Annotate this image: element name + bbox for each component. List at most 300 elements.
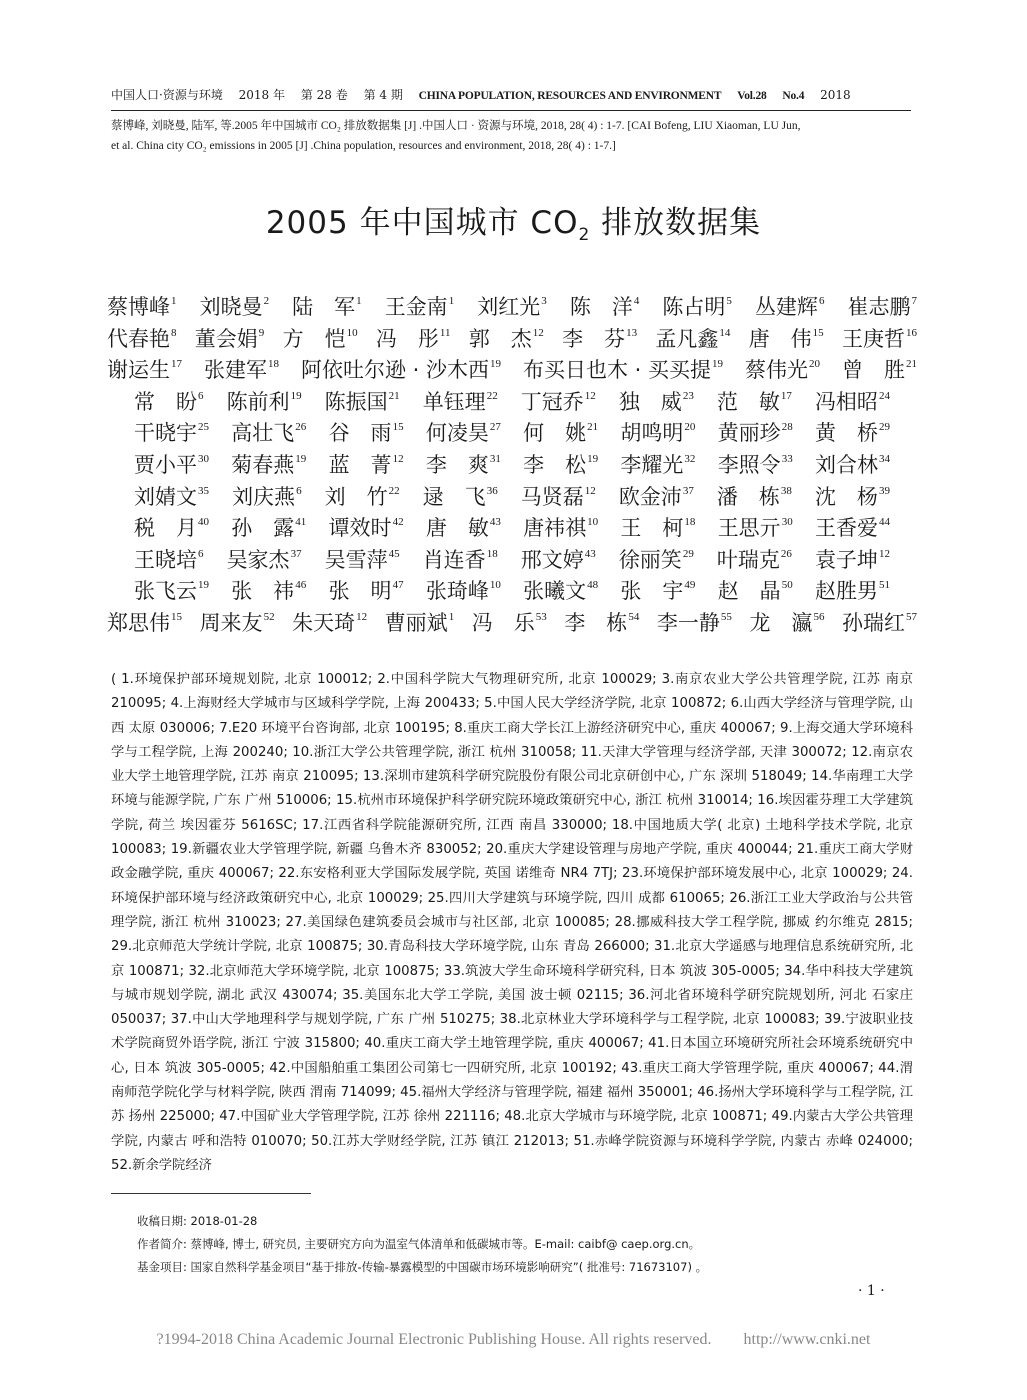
journal-name-en: CHINA POPULATION, RESOURCES AND ENVIRONMENT bbox=[418, 90, 722, 102]
author-entry bbox=[842, 602, 917, 634]
title-subscript: 2 bbox=[578, 225, 591, 246]
affiliation-index: 25 bbox=[198, 421, 209, 434]
affiliation-index: 56 bbox=[813, 610, 825, 623]
author-name: 谷 雨 bbox=[328, 421, 392, 446]
author-entry bbox=[620, 507, 695, 539]
author-name: 叶瑞克 bbox=[716, 547, 780, 572]
affiliation-index: 26 bbox=[295, 421, 307, 434]
author-name: 税 月 bbox=[134, 516, 197, 541]
author-entry bbox=[107, 602, 182, 634]
author-name: 刘 竹 bbox=[324, 484, 388, 509]
author-entry bbox=[477, 286, 547, 318]
author-name: 李 爽 bbox=[425, 452, 489, 477]
header-vol-en: Vol.28 bbox=[737, 90, 767, 102]
author-name: 张 祎 bbox=[231, 579, 295, 604]
author-name: 刘合林 bbox=[814, 452, 878, 477]
author-name: 冯 乐 bbox=[471, 610, 535, 635]
affiliation-index: 34 bbox=[878, 452, 890, 465]
affiliation-index: 10 bbox=[489, 579, 501, 592]
author-name: 逯 飞 bbox=[422, 484, 486, 509]
author-entry bbox=[523, 444, 598, 476]
affiliation-index: 7 bbox=[911, 295, 917, 307]
author-entry bbox=[523, 349, 723, 381]
author-name: 袁子坤 bbox=[814, 547, 878, 572]
running-header bbox=[111, 86, 911, 111]
affiliation-index: 38 bbox=[780, 484, 792, 497]
author-name: 蔡博峰 bbox=[107, 295, 170, 319]
affiliation-index: 40 bbox=[198, 516, 209, 529]
author-entry bbox=[325, 539, 400, 571]
author-name: 胡鸣明 bbox=[620, 421, 684, 446]
author-entry bbox=[134, 570, 209, 602]
author-name: 邢文婷 bbox=[520, 547, 584, 572]
author-row bbox=[107, 444, 917, 476]
author-entry bbox=[231, 570, 306, 602]
author-entry bbox=[815, 570, 890, 602]
affiliation-index: 9 bbox=[258, 326, 265, 339]
affiliation-index: 50 bbox=[781, 579, 793, 592]
author-name: 高壮飞 bbox=[231, 421, 295, 446]
author-entry bbox=[423, 381, 498, 413]
author-row bbox=[107, 507, 917, 539]
affiliation-index: 48 bbox=[587, 579, 599, 592]
author-name: 董会娟 bbox=[194, 326, 258, 351]
author-name: 孙 露 bbox=[231, 516, 295, 541]
author-entry bbox=[134, 539, 204, 571]
author-name: 刘晓曼 bbox=[199, 295, 263, 319]
author-name: 方 恺 bbox=[282, 326, 346, 351]
author-entry bbox=[619, 381, 694, 413]
author-entry bbox=[620, 412, 695, 444]
author-entry bbox=[423, 539, 498, 571]
author-entry bbox=[195, 318, 265, 350]
affiliation-index: 12 bbox=[392, 452, 404, 465]
affiliation-index: 10 bbox=[346, 326, 358, 339]
author-row bbox=[107, 476, 917, 508]
affiliation-index: 30 bbox=[781, 516, 793, 529]
affiliation-index: 46 bbox=[295, 579, 307, 592]
affiliation-index: 27 bbox=[489, 421, 501, 434]
affiliation-index: 21 bbox=[905, 358, 917, 371]
header-year: 2018 年 bbox=[238, 88, 286, 102]
affiliation-index: 15 bbox=[812, 326, 824, 339]
author-entry bbox=[292, 286, 362, 318]
author-name: 冯相昭 bbox=[814, 389, 878, 414]
author-name: 张建军 bbox=[203, 358, 267, 383]
author-name: 沈 杨 bbox=[814, 484, 878, 509]
author-entry bbox=[718, 507, 793, 539]
affiliation-index: 13 bbox=[626, 326, 638, 339]
page-number: · 1 · bbox=[858, 1283, 885, 1299]
affiliation-index: 2 bbox=[263, 295, 270, 307]
author-entry bbox=[718, 570, 793, 602]
author-entry bbox=[325, 476, 400, 508]
author-entry bbox=[423, 476, 498, 508]
author-name: 独 威 bbox=[618, 389, 682, 414]
author-name: 单钰理 bbox=[422, 389, 486, 414]
affiliation-index: 10 bbox=[587, 516, 599, 529]
author-entry bbox=[749, 602, 824, 634]
affiliation-index: 36 bbox=[486, 484, 498, 497]
affiliation-index: 22 bbox=[388, 484, 400, 497]
author-entry bbox=[329, 412, 404, 444]
author-entry bbox=[134, 381, 204, 413]
author-name: 布买日也木 · 买买提 bbox=[522, 358, 712, 383]
affiliation-index: 47 bbox=[392, 579, 404, 592]
header-no-en: No.4 bbox=[782, 90, 805, 102]
author-entry bbox=[107, 318, 177, 350]
author-name: 张 明 bbox=[328, 579, 392, 604]
affiliation-index: 19 bbox=[587, 452, 599, 465]
author-entry bbox=[523, 507, 598, 539]
author-name: 张琦峰 bbox=[425, 579, 489, 604]
author-name: 谭效时 bbox=[328, 516, 392, 541]
author-entry bbox=[231, 507, 306, 539]
author-entry bbox=[523, 570, 598, 602]
author-entry bbox=[521, 539, 596, 571]
affiliation-index: 26 bbox=[780, 547, 792, 560]
author-name: 徐丽笑 bbox=[618, 547, 682, 572]
author-name: 王金南 bbox=[384, 295, 448, 319]
author-entry bbox=[842, 349, 917, 381]
author-row bbox=[107, 602, 917, 634]
author-entry bbox=[848, 286, 918, 318]
author-name: 王晓培 bbox=[134, 547, 197, 572]
author-name: 冯 彤 bbox=[375, 326, 439, 351]
affiliation-index: 54 bbox=[628, 610, 640, 623]
author-entry bbox=[107, 286, 177, 318]
affiliation-index: 4 bbox=[633, 295, 640, 307]
affiliation-index: 1 bbox=[171, 295, 177, 307]
author-entry bbox=[745, 349, 820, 381]
affiliation-index: 44 bbox=[878, 516, 890, 529]
author-entry bbox=[815, 507, 890, 539]
author-entry bbox=[376, 318, 451, 350]
author-entry bbox=[718, 444, 793, 476]
affiliations: ( 1.环境保护部环境规划院, 北京 100012; 2.中国科学院大气物理研究所, 北京 100029; 3.南京农业大学公共管理学院, 江苏 南京 210095; 4.上海财经大学城市与区域科学学院, 上海 200433; 5.中国人民大学经济学院, 北京 100872; 6.山西大学经济与管理学院, 山西 太原 030006; 7.E20 环境平台咨询部, 北京 100195; 8.重庆工商大学长江上游经济研究中心, 重庆 400067; 9.上海交通大学环境科学与工程学院, 上海 200240; 10.浙江大学公共管理学院, 浙江 杭州 310058; 11.天津大学管理与经济学部, 天津 300072; 12.南京农业大学土地管理学院, 江苏 南京 210095; 13.深圳市建筑科学研究院股份有限公司北京研创中心, 广东 深圳 518049; 14.华南理工大学环境与能源学院, 广东 广州 510006; 15.杭州市环境保护科学研究院环境政策研究中心, 浙江 杭州 310014; 16.埃因霍芬理工大学建筑学院, 荷兰 埃因霍芬 5616SC; 17.江西省科学院能源研究所, 江西 南昌 330000; 18.中国地质大学( 北京) 土地科学技术学院, 北京 100083; 19.新疆农业大学管理学院, 新疆 乌鲁木齐 830052; 20.重庆大学建设管理与房地产学院, 重庆 400044; 21.重庆工商大学财政金融学院, 重庆 400067; 22.东安格利亚大学国际发展学院, 英国 诺维奇 NR4 7TJ; 23.环境保护部环境发展中心, 北京 100029; 24.环境保护部环境与经济政策研究中心, 北京 100029; 25.四川大学建筑与环境学院, 四川 成都 610065; 26.浙江工业大学政治与公共管理学院, 浙江 杭州 310023; 27.美国绿色建筑委员会城市与社区部, 北京 100085; 28.挪威科技大学工程学院, 挪威 约尔维克 2815; 29.北京师范大学统计学院, 北京 100875; 30.青岛科技大学环境学院, 山东 青岛 266000; 31.北京大学遥感与地理信息系统研究所, 北京 100871; 32.北京师范大学环境学院, 北京 100875; 33.筑波大学生命环境科学研究科, 日本 筑波 305-0005; 34.华中科技大学建筑与城市规划学院, 湖北 武汉 430074; 35.美国东北大学工学院, 美国 波士顿 02115; 36.河北省环境科学研究院规划所, 河北 石家庄 050037; 37.中山大学地理科学与规划学院, 广东 广州 510275; 38.北京林业大学环境科学与工程学院, 北京 100083; 39.宁波职业技术学院商贸外语学院, 浙江 宁波 315800; 40.重庆工商大学土地管理学院, 重庆 400067; 41.日本国立环境研究所社会环境系统研究中心, 日本 筑波 305-0005; 42.中国船舶重工集团公司第七一四研究所, 北京 100192; 43.重庆工商大学管理学院, 重庆 400067; 44.渭南师范学院化学与材料学院, 陕西 渭南 714099; 45.福州大学经济与管理学院, 福建 福州 350001; 46.扬州大学环境科学与工程学院, 江苏 扬州 225000; 47.中国矿业大学管理学院, 江苏 徐州 221116; 48.北京大学城市与环境学院, 北京 100871; 49.内蒙古大学公共管理学院, 内蒙古 呼和浩特 010070; 50.江苏大学财经学院, 江苏 镇江 212013; 51.赤峰学院资源与环境科学学院, 内蒙古 赤峰 024000; 52.新余学院经济 bbox=[111, 672, 913, 1173]
affiliation-index: 32 bbox=[684, 452, 696, 465]
affiliation-index: 6 bbox=[198, 547, 204, 560]
affiliation-index: 12 bbox=[878, 547, 890, 560]
author-entry bbox=[426, 570, 501, 602]
author-name: 曾 胜 bbox=[841, 358, 905, 383]
author-entry bbox=[301, 349, 501, 381]
affiliation-index: 19 bbox=[290, 389, 302, 402]
author-name: 朱天琦 bbox=[292, 610, 356, 635]
received-date: 收稿日期: 2018-01-28 bbox=[137, 1214, 258, 1228]
affiliation-index: 43 bbox=[489, 516, 501, 529]
author-entry bbox=[755, 286, 825, 318]
affiliation-index: 6 bbox=[818, 295, 825, 307]
author-name: 王庚哲 bbox=[841, 326, 905, 351]
affiliation-index: 11 bbox=[439, 326, 451, 339]
author-entry bbox=[521, 381, 596, 413]
author-entry bbox=[815, 412, 890, 444]
affiliation-index: 14 bbox=[719, 326, 731, 339]
author-entry bbox=[749, 318, 824, 350]
author-row bbox=[107, 539, 917, 571]
author-entry bbox=[619, 476, 694, 508]
affiliation-index: 19 bbox=[198, 579, 209, 592]
affiliation-index: 12 bbox=[356, 610, 368, 623]
author-name: 赵胜男 bbox=[814, 579, 878, 604]
affiliation-index: 12 bbox=[584, 484, 596, 497]
title-rest: 排放数据集 bbox=[590, 205, 762, 241]
affiliation-index: 17 bbox=[171, 358, 182, 371]
author-name: 李 松 bbox=[523, 452, 587, 477]
author-row bbox=[107, 412, 917, 444]
funding-note: 基金项目: 国家自然科学基金项目“基于排放-传输-暴露模型的中国碳市场环境影响研究”( 批准号: 71673107) 。 bbox=[137, 1260, 708, 1274]
affiliation-index: 12 bbox=[532, 326, 544, 339]
author-name: 范 敏 bbox=[716, 389, 780, 414]
journal-name-cn: 中国人口·资源与环境 bbox=[111, 88, 223, 102]
author-name: 张飞云 bbox=[134, 579, 197, 604]
author-name: 常 盼 bbox=[134, 389, 197, 414]
affiliation-index: 43 bbox=[584, 547, 596, 560]
header-year-en: 2018 bbox=[820, 88, 851, 102]
citation-block bbox=[111, 116, 911, 156]
affiliation-index: 29 bbox=[682, 547, 694, 560]
author-entry bbox=[521, 476, 596, 508]
author-name: 陈前利 bbox=[226, 389, 290, 414]
affiliation-index: 41 bbox=[295, 516, 307, 529]
affiliation-index: 15 bbox=[171, 610, 182, 623]
author-name: 李 栋 bbox=[564, 610, 628, 635]
affiliation-index: 16 bbox=[905, 326, 917, 339]
affiliation-index: 51 bbox=[878, 579, 890, 592]
author-entry bbox=[134, 476, 209, 508]
author-entry bbox=[815, 539, 890, 571]
author-entry bbox=[717, 476, 792, 508]
affiliation-index: 6 bbox=[198, 389, 204, 402]
author-name: 刘红光 bbox=[477, 295, 541, 319]
author-entry bbox=[620, 570, 695, 602]
author-entry bbox=[523, 412, 598, 444]
author-name: 肖连香 bbox=[422, 547, 486, 572]
affiliation-index: 30 bbox=[198, 452, 209, 465]
author-entry bbox=[562, 318, 637, 350]
author-entry bbox=[134, 507, 209, 539]
affiliation-index: 55 bbox=[720, 610, 732, 623]
author-entry bbox=[662, 286, 732, 318]
affiliation-index: 18 bbox=[267, 358, 279, 371]
author-name: 黄 桥 bbox=[814, 421, 878, 446]
affiliation-index: 1 bbox=[448, 610, 455, 623]
author-name: 黄丽珍 bbox=[717, 421, 781, 446]
author-name: 周来友 bbox=[199, 610, 263, 635]
footnote-divider bbox=[111, 1193, 311, 1194]
author-name: 唐 伟 bbox=[748, 326, 812, 351]
affiliation-index: 33 bbox=[781, 452, 793, 465]
author-name: 代春艳 bbox=[107, 326, 170, 351]
author-entry bbox=[426, 507, 501, 539]
author-entry bbox=[292, 602, 367, 634]
author-entry bbox=[325, 381, 400, 413]
affiliation-index: 18 bbox=[684, 516, 696, 529]
author-entry bbox=[385, 602, 455, 634]
author-entry bbox=[200, 286, 270, 318]
paper-title bbox=[0, 197, 1027, 245]
author-entry bbox=[426, 444, 501, 476]
affiliation-index: 45 bbox=[388, 547, 400, 560]
author-name: 李耀光 bbox=[620, 452, 684, 477]
author-entry bbox=[564, 602, 639, 634]
author-name: 阿依吐尔逊 · 沙木西 bbox=[300, 358, 489, 383]
author-name: 菊春燕 bbox=[231, 452, 295, 477]
author-entry bbox=[472, 602, 547, 634]
author-entry bbox=[200, 602, 275, 634]
affiliation-index: 8 bbox=[171, 326, 177, 339]
author-entry bbox=[620, 444, 695, 476]
author-entry bbox=[619, 539, 694, 571]
author-entry bbox=[329, 444, 404, 476]
author-entry bbox=[815, 476, 890, 508]
author-row bbox=[107, 381, 917, 413]
author-name: 陈 洋 bbox=[569, 295, 633, 319]
author-name: 赵 晶 bbox=[717, 579, 781, 604]
affiliation-index: 49 bbox=[684, 579, 696, 592]
author-entry bbox=[718, 412, 793, 444]
affiliation-index: 19 bbox=[490, 358, 501, 371]
affiliation-index: 53 bbox=[535, 610, 547, 623]
affiliation-index: 57 bbox=[906, 610, 917, 623]
affiliation-index: 12 bbox=[584, 389, 596, 402]
affiliation-index: 39 bbox=[878, 484, 890, 497]
affiliation-index: 1 bbox=[356, 295, 362, 307]
author-name: 崔志鹏 bbox=[847, 295, 911, 319]
author-name: 何凌昊 bbox=[425, 421, 489, 446]
author-name: 王香爱 bbox=[814, 516, 878, 541]
affiliation-index: 28 bbox=[781, 421, 793, 434]
author-name: 蓝 菁 bbox=[328, 452, 392, 477]
title-main: 2005 年中国城市 CO bbox=[265, 205, 579, 241]
affiliation-index: 3 bbox=[541, 295, 547, 307]
author-name: 马贤磊 bbox=[520, 484, 584, 509]
author-name: 张 宇 bbox=[620, 579, 684, 604]
citation-line: et al. China city CO₂ emissions in 2005 [J] .China population, resources and environment, 2018, 28( 4) : 1-7.] bbox=[111, 140, 616, 152]
author-entry bbox=[426, 412, 501, 444]
author-name: 张曦文 bbox=[523, 579, 587, 604]
author-entry bbox=[815, 444, 890, 476]
author-row bbox=[107, 286, 917, 318]
affiliation-index: 31 bbox=[489, 452, 501, 465]
author-list bbox=[107, 286, 917, 634]
affiliation-index: 18 bbox=[486, 547, 498, 560]
author-name: 曹丽斌 bbox=[384, 610, 448, 635]
author-entry bbox=[227, 539, 302, 571]
affiliation-index: 23 bbox=[682, 389, 694, 402]
author-name: 刘庆燕 bbox=[232, 484, 296, 509]
author-entry bbox=[204, 349, 279, 381]
affiliation-index: 6 bbox=[296, 484, 302, 497]
author-name: 李一静 bbox=[656, 610, 720, 635]
copyright-footer: ?1994-2018 China Academic Journal Electronic Publishing House. All rights reserved. http://www.cnki.net bbox=[156, 1331, 871, 1348]
author-name: 孙瑞红 bbox=[842, 610, 905, 635]
affiliation-index: 20 bbox=[684, 421, 696, 434]
author-name: 吴家杰 bbox=[226, 547, 290, 572]
author-name: 唐 敏 bbox=[425, 516, 489, 541]
author-name: 王思亓 bbox=[717, 516, 781, 541]
author-entry bbox=[815, 381, 890, 413]
author-entry bbox=[134, 444, 209, 476]
citation-line: 蔡博峰, 刘晓曼, 陆军, 等.2005 年中国城市 CO₂ 排放数据集 [J] .中国人口 · 资源与环境, 2018, 28( 4) : 1-7. [CAI Bofeng, LIU Xiaoman, LU Jun, bbox=[111, 120, 801, 132]
author-row bbox=[107, 349, 917, 381]
affiliation-index: 35 bbox=[198, 484, 209, 497]
author-entry bbox=[231, 444, 306, 476]
affiliation-index: 21 bbox=[587, 421, 599, 434]
affiliation-index: 21 bbox=[388, 389, 400, 402]
author-name: 潘 栋 bbox=[716, 484, 780, 509]
affiliation-index: 52 bbox=[263, 610, 275, 623]
author-name: 孟凡鑫 bbox=[655, 326, 719, 351]
author-entry bbox=[231, 412, 306, 444]
author-name: 郑思伟 bbox=[107, 610, 170, 635]
affiliation-index: 19 bbox=[295, 452, 307, 465]
author-name: 李照令 bbox=[717, 452, 781, 477]
affiliation-index: 22 bbox=[486, 389, 498, 402]
author-name: 谢运生 bbox=[107, 358, 170, 383]
author-name: 唐祎祺 bbox=[523, 516, 587, 541]
affiliation-index: 20 bbox=[809, 358, 820, 371]
affiliation-index: 37 bbox=[290, 547, 302, 560]
author-row bbox=[107, 570, 917, 602]
affiliation-index: 29 bbox=[878, 421, 890, 434]
affiliation-index: 1 bbox=[448, 295, 455, 307]
author-entry bbox=[385, 286, 455, 318]
author-entry bbox=[283, 318, 358, 350]
author-name: 蔡伟光 bbox=[745, 358, 808, 383]
author-entry bbox=[655, 318, 730, 350]
author-name: 何 姚 bbox=[523, 421, 587, 446]
affiliation-index: 42 bbox=[392, 516, 404, 529]
author-name: 王 柯 bbox=[620, 516, 684, 541]
author-name: 吴雪萍 bbox=[324, 547, 388, 572]
author-name: 陆 军 bbox=[292, 295, 356, 319]
affiliation-index: 19 bbox=[712, 358, 724, 371]
header-volume: 第 28 卷 bbox=[300, 88, 348, 102]
author-name: 龙 瀛 bbox=[749, 610, 813, 635]
author-entry bbox=[717, 381, 792, 413]
author-entry bbox=[469, 318, 544, 350]
author-row bbox=[107, 318, 917, 350]
affiliation-index: 37 bbox=[682, 484, 694, 497]
author-name: 欧金沛 bbox=[618, 484, 682, 509]
author-name: 贾小平 bbox=[134, 452, 197, 477]
author-entry bbox=[842, 318, 917, 350]
affiliation-index: 17 bbox=[780, 389, 792, 402]
affiliation-index: 5 bbox=[726, 295, 732, 307]
author-entry bbox=[717, 539, 792, 571]
header-issue: 第 4 期 bbox=[363, 88, 403, 102]
author-name: 陈占明 bbox=[662, 295, 726, 319]
author-entry bbox=[329, 570, 404, 602]
author-entry bbox=[107, 349, 182, 381]
author-name: 李 芬 bbox=[562, 326, 626, 351]
author-entry bbox=[232, 476, 302, 508]
author-entry bbox=[570, 286, 640, 318]
author-name: 郭 杰 bbox=[468, 326, 532, 351]
author-entry bbox=[329, 507, 404, 539]
author-bio: 作者简介: 蔡博峰, 博士, 研究员, 主要研究方向为温室气体清单和低碳城市等。E-mail: caibf@ caep.org.cn。 bbox=[137, 1237, 701, 1251]
author-name: 丛建辉 bbox=[754, 295, 818, 319]
affiliation-index: 24 bbox=[878, 389, 890, 402]
author-entry bbox=[657, 602, 732, 634]
affiliation-index: 15 bbox=[392, 421, 404, 434]
author-name: 丁冠乔 bbox=[520, 389, 584, 414]
author-entry bbox=[134, 412, 209, 444]
author-name: 陈振国 bbox=[324, 389, 388, 414]
author-entry bbox=[227, 381, 302, 413]
